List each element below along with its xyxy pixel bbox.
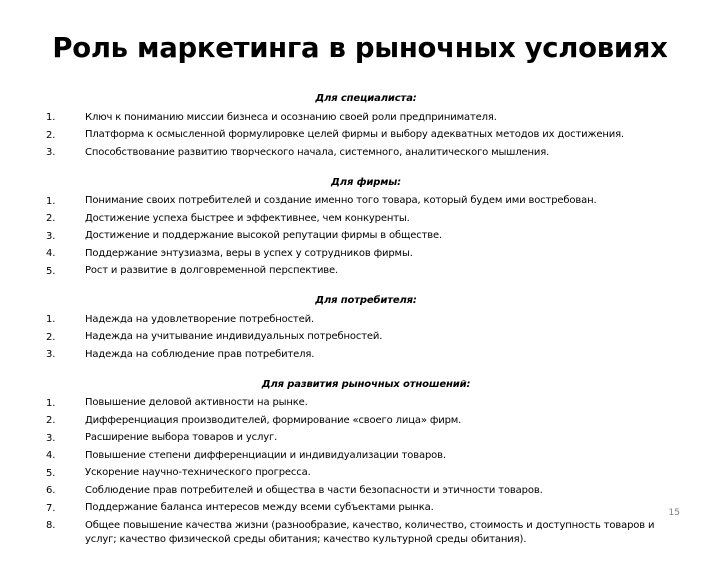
item-text: Ускорение научно-технического прогресса. <box>85 467 311 479</box>
section-heading: Для фирмы: <box>331 176 401 188</box>
item-number: 2. <box>46 213 56 224</box>
item-text: Расширение выбора товаров и услуг. <box>85 432 278 444</box>
item-number: 3. <box>46 349 56 360</box>
item-text: Понимание своих потребителей и создание именно того товара, который будем ими востребован. <box>85 195 597 207</box>
item-text: Дифференциация производителей, формирование «своего лица» фирм. <box>85 414 462 426</box>
list-item <box>46 430 686 448</box>
numbered-list <box>46 395 686 549</box>
item-text: Ключ к пониманию миссии бизнеса и осознанию своей роли предпринимателя. <box>85 111 497 123</box>
item-number: 1. <box>46 195 56 207</box>
item-text: Повышение степени дифференциации и индивидуализации товаров. <box>85 449 446 461</box>
item-text: Надежда на учитывание индивидуальных потребностей. <box>85 331 383 343</box>
item-number: 6. <box>46 485 56 496</box>
item-text: Соблюдение прав потребителей и общества в части безопасности и этичности товаров. <box>85 484 543 496</box>
item-number: 2. <box>46 415 56 426</box>
item-text: Способствование развитию творческого начала, системного, аналитического мышления. <box>85 146 550 158</box>
list-item <box>46 500 686 518</box>
list-item <box>46 193 686 211</box>
item-number: 1. <box>46 112 56 123</box>
numbered-list <box>46 109 686 162</box>
list-item <box>46 245 686 263</box>
section-market-relations <box>46 377 686 549</box>
item-number: 1. <box>46 314 56 325</box>
item-text: Общее повышение качества жизни (разнообразие, качество, количество, стоимость и доступность товаров и услуг; качество физической среды обитания; качество культурной среды обитания). <box>85 519 655 545</box>
item-number: 4. <box>46 450 56 461</box>
item-number: 7. <box>46 502 56 514</box>
slide-title: Роль маркетинга в рыночных условиях <box>52 32 668 64</box>
list-item <box>46 311 686 329</box>
numbered-list <box>46 193 686 281</box>
item-text: Поддержание энтузиазма, веры в успех у сотрудников фирмы. <box>85 247 413 259</box>
list-item <box>46 447 686 465</box>
list-item <box>46 127 686 145</box>
item-number: 1. <box>46 397 56 409</box>
item-number: 5. <box>46 265 56 277</box>
item-text: Надежда на удовлетворение потребностей. <box>85 313 314 325</box>
item-number: 3. <box>46 147 56 158</box>
numbered-list <box>46 311 686 364</box>
section-heading: Для потребителя: <box>315 295 417 306</box>
list-item <box>46 210 686 228</box>
item-text: Рост и развитие в долговременной перспективе. <box>85 265 339 277</box>
list-item <box>46 263 686 281</box>
list-item <box>46 465 686 483</box>
item-text: Поддержание баланса интересов между всеми субъектами рынка. <box>85 502 434 514</box>
item-text: Достижение успеха быстрее и эффективнее, чем конкуренты. <box>85 212 410 224</box>
list-item <box>46 482 686 500</box>
list-item <box>46 346 686 364</box>
list-item <box>46 144 686 162</box>
item-text: Повышение деловой активности на рынке. <box>85 397 308 409</box>
list-item <box>46 228 686 246</box>
section-heading: Для специалиста: <box>315 93 417 104</box>
list-item <box>46 517 686 549</box>
item-text: Платформа к осмысленной формулировке целей фирмы и выбору адекватных методов их достижения. <box>85 129 624 141</box>
item-number: 2. <box>46 129 56 141</box>
item-number: 3. <box>46 432 56 444</box>
item-text: Надежда на соблюдение прав потребителя. <box>85 348 315 360</box>
item-number: 5. <box>46 467 56 479</box>
section-heading: Для развития рыночных отношений: <box>261 378 471 390</box>
item-number: 4. <box>46 248 56 259</box>
item-number: 2. <box>46 331 56 343</box>
list-item <box>46 329 686 347</box>
item-number: 8. <box>46 520 56 531</box>
page-number: 15 <box>668 508 680 518</box>
section-firm <box>46 175 686 281</box>
section-consumer <box>46 293 686 364</box>
slide-content <box>46 91 686 562</box>
list-item <box>46 109 686 127</box>
section-specialist <box>46 91 686 162</box>
item-number: 3. <box>46 230 56 242</box>
list-item <box>46 395 686 413</box>
list-item <box>46 412 686 430</box>
item-text: Достижение и поддержание высокой репутации фирмы в обществе. <box>85 230 443 242</box>
